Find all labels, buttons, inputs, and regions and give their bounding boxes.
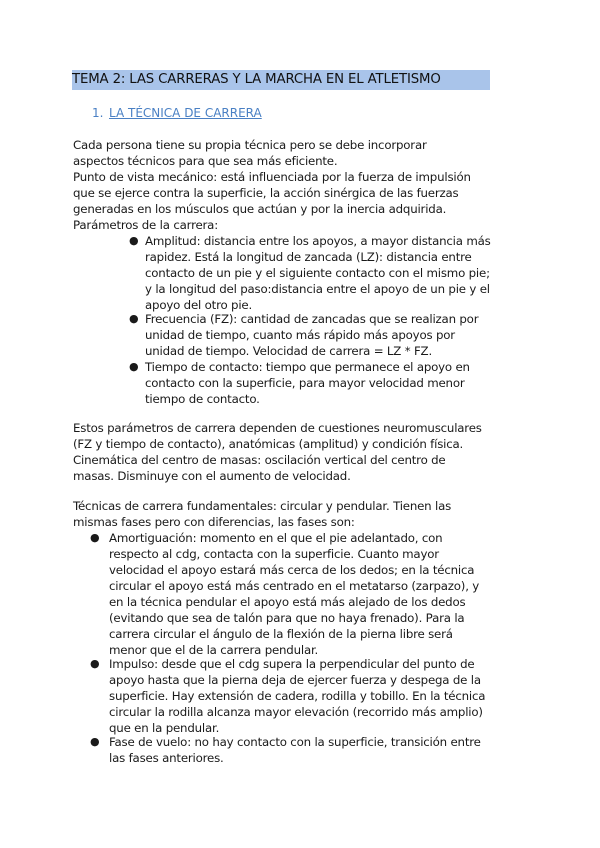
text-line: tiempo de contacto. (145, 392, 260, 406)
text-line: Técnicas de carrera fundamentales: circular y pendular. Tienen las (73, 499, 452, 513)
text-line: las fases anteriores. (109, 751, 224, 765)
text-line: (FZ y tiempo de contacto), anatómicas (amplitud) y condición física. (73, 437, 464, 451)
text-line: Frecuencia (FZ): cantidad de zancadas que se realizan por (145, 312, 479, 326)
text-line: contacto con la superficie, para mayor velocidad menor (145, 376, 465, 390)
document-title: TEMA 2: LAS CARRERAS Y LA MARCHA EN EL ATLETISMO (72, 70, 490, 90)
text-line: rapidez. Está la longitud de zancada (LZ): distancia entre (145, 250, 472, 264)
text-line: Impulso: desde que el cdg supera la perpendicular del punto de (109, 657, 475, 671)
text-line: aspectos técnicos para que sea más eficiente. (73, 154, 338, 168)
text-line: contacto de un pie y el siguiente contacto con el mismo pie; (145, 266, 490, 280)
text-line: Tiempo de contacto: tiempo que permanece el apoyo en (145, 360, 470, 374)
techniques-paragraph (73, 498, 451, 530)
list-item-amortiguacion (109, 530, 479, 658)
text-line: masas. Disminuye con el aumento de velocidad. (73, 469, 351, 483)
text-line: menor que el de la carrera pendular. (109, 643, 319, 657)
text-line: unidad de tiempo. Velocidad de carrera = LZ * FZ. (145, 344, 432, 358)
text-line: que en la pendular. (109, 721, 220, 735)
text-line: Fase de vuelo: no hay contacto con la superficie, transición entre (109, 735, 481, 749)
text-line: Cada persona tiene su propia técnica pero se debe incorporar (73, 138, 427, 152)
bullet-icon: ● (90, 531, 100, 544)
list-item-impulso (109, 656, 485, 736)
text-line: circular la rodilla alcanza mayor elevación (recorrido más amplio) (109, 705, 483, 719)
text-line: Punto de vista mecánico: está influenciada por la fuerza de impulsión (73, 170, 471, 184)
section-number: 1. (92, 106, 104, 120)
bullet-icon: ● (90, 735, 100, 748)
intro-paragraph (73, 137, 471, 233)
list-item-amplitud (145, 233, 491, 313)
text-line: generadas en los músculos que actúan y por la inercia adquirida. (73, 202, 447, 216)
text-line: Amortiguación: momento en el que el pie adelantado, con (109, 531, 443, 545)
list-item-tiempo-contacto (145, 359, 470, 407)
text-line: apoyo del otro pie. (145, 298, 253, 312)
text-line: velocidad el apoyo estará más cerca de los dedos; en la técnica (109, 563, 475, 577)
text-line: que se ejerce contra la superficie, la acción sinérgica de las fuerzas (73, 186, 459, 200)
bullet-icon: ● (129, 312, 139, 325)
bullet-icon: ● (90, 657, 100, 670)
text-line: respecto al cdg, contacta con la superficie. Cuanto mayor (109, 547, 439, 561)
text-line: en la técnica pendular el apoyo está más alejado de los dedos (109, 595, 466, 609)
text-line: y la longitud del paso:distancia entre el apoyo de un pie y el (145, 282, 490, 296)
text-line: unidad de tiempo, cuanto más rápido más apoyos por (145, 328, 455, 342)
text-line: mismas fases pero con diferencias, las fases son: (73, 515, 355, 529)
list-item-fase-vuelo (109, 734, 481, 766)
text-line: Amplitud: distancia entre los apoyos, a mayor distancia más (145, 234, 491, 248)
text-line: superficie. Hay extensión de cadera, rodilla y tobillo. En la técnica (109, 689, 486, 703)
text-line: apoyo hasta que la pierna deja de ejercer fuerza y despega de la (109, 673, 481, 687)
bullet-icon: ● (129, 234, 139, 247)
text-line: Estos parámetros de carrera dependen de cuestiones neuromusculares (73, 421, 482, 435)
bullet-icon: ● (129, 360, 139, 373)
section-title: LA TÉCNICA DE CARRERA (109, 106, 262, 120)
section-heading (92, 105, 262, 122)
text-line: carrera circular el ángulo de la flexión de la pierna libre será (109, 627, 453, 641)
text-line: Cinemática del centro de masas: oscilación vertical del centro de (73, 453, 446, 467)
text-line: circular el apoyo está más centrado en el metatarso (zarpazo), y (109, 579, 480, 593)
text-line: (evitando que sea de talón para que no haya frenado). Para la (109, 611, 465, 625)
list-item-frecuencia (145, 311, 478, 359)
middle-paragraph (73, 420, 482, 484)
text-line: Parámetros de la carrera: (73, 218, 218, 232)
